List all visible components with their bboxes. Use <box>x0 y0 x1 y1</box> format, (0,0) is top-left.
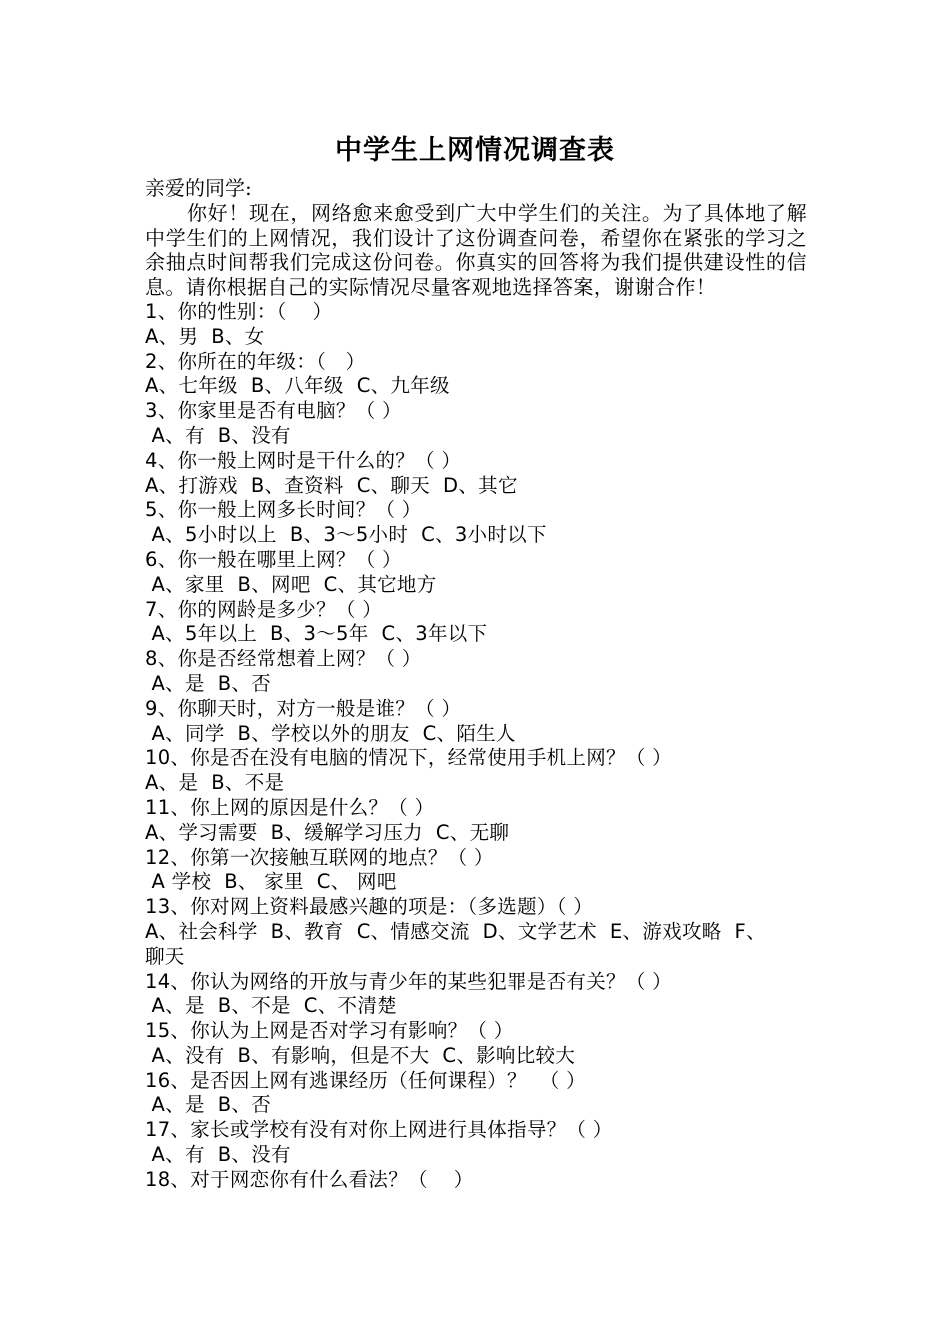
question-line: 3、你家里是否有电脑？（ ） <box>145 399 402 423</box>
answer-options: A、打游戏 B、查资料 C、聊天 D、其它 <box>145 473 518 497</box>
question-line: 11、你上网的原因是什么？（ ） <box>145 795 435 819</box>
answer-options: A、是 B、不是 C、不清楚 <box>145 994 397 1018</box>
answer-options: A、同学 B、学校以外的朋友 C、陌生人 <box>145 721 516 745</box>
answer-options: A、是 B、否 <box>145 671 272 695</box>
question-line: 5、你一般上网多长时间？（ ） <box>145 498 422 522</box>
greeting: 亲爱的同学: <box>145 176 252 200</box>
question-line: 2、你所在的年级：（ ） <box>145 349 366 373</box>
answer-options: A、是 B、否 <box>145 1093 272 1117</box>
question-line: 13、你对网上资料最感兴趣的项是：（多选题）（ ） <box>145 895 594 919</box>
question-line: 16、是否因上网有逃课经历（任何课程）？ （ ） <box>145 1068 586 1092</box>
answer-options: A、男 B、女 <box>145 324 265 348</box>
question-line: 10、你是否在没有电脑的情况下，经常使用手机上网？（ ） <box>145 746 672 770</box>
answer-options: A、5年以上 B、3～5年 C、3年以下 <box>145 622 488 646</box>
answer-options-continued: 聊天 <box>145 944 185 968</box>
answer-options: A、没有 B、有影响，但是不大 C、影响比较大 <box>145 1043 576 1067</box>
question-line: 18、对于网恋你有什么看法？（ ） <box>145 1167 474 1191</box>
answer-options: A、是 B、不是 <box>145 771 285 795</box>
intro-paragraph: 你好！现在，网络愈来愈受到广大中学生们的关注。为了具体地了解中学生们的上网情况，我们设计了这份调查问卷，希望你在紧张的学习之余抽点时间帮我们完成这份问卷。你真实的回答将为我们提供建设性的信息。请你根据自己的实际情况尽量客观地选择答案，谢谢合作！ <box>145 200 807 300</box>
answer-options: A、学习需要 B、缓解学习压力 C、无聊 <box>145 820 510 844</box>
page-title: 中学生上网情况调查表 <box>335 135 615 166</box>
answer-options: A、有 B、没有 <box>145 1143 291 1167</box>
question-line: 1、你的性别：（ ） <box>145 299 333 323</box>
answer-options: A、社会科学 B、教育 C、情感交流 D、文学艺术 E、游戏攻略 F、 <box>145 919 766 943</box>
answer-options: A、七年级 B、八年级 C、九年级 <box>145 374 450 398</box>
question-line: 14、你认为网络的开放与青少年的某些犯罪是否有关？（ ） <box>145 969 672 993</box>
question-line: 9、你聊天时，对方一般是谁？（ ） <box>145 696 462 720</box>
question-line: 4、你一般上网时是干什么的？（ ） <box>145 448 462 472</box>
question-line: 15、你认为上网是否对学习有影响？（ ） <box>145 1019 514 1043</box>
question-line: 17、家长或学校有没有对你上网进行具体指导？（ ） <box>145 1118 613 1142</box>
answer-options: A、家里 B、网吧 C、其它地方 <box>145 572 437 596</box>
answer-options: A、5小时以上 B、3～5小时 C、3小时以下 <box>145 523 547 547</box>
answer-options: A、有 B、没有 <box>145 423 291 447</box>
question-line: 6、你一般在哪里上网？（ ） <box>145 547 402 571</box>
question-line: 8、你是否经常想着上网？（ ） <box>145 647 422 671</box>
answer-options: A 学校 B、 家里 C、 网吧 <box>145 870 397 894</box>
question-line: 12、你第一次接触互联网的地点？（ ） <box>145 845 494 869</box>
question-line: 7、你的网龄是多少？（ ） <box>145 597 383 621</box>
document-body <box>145 176 807 1193</box>
question-list <box>145 300 807 1193</box>
